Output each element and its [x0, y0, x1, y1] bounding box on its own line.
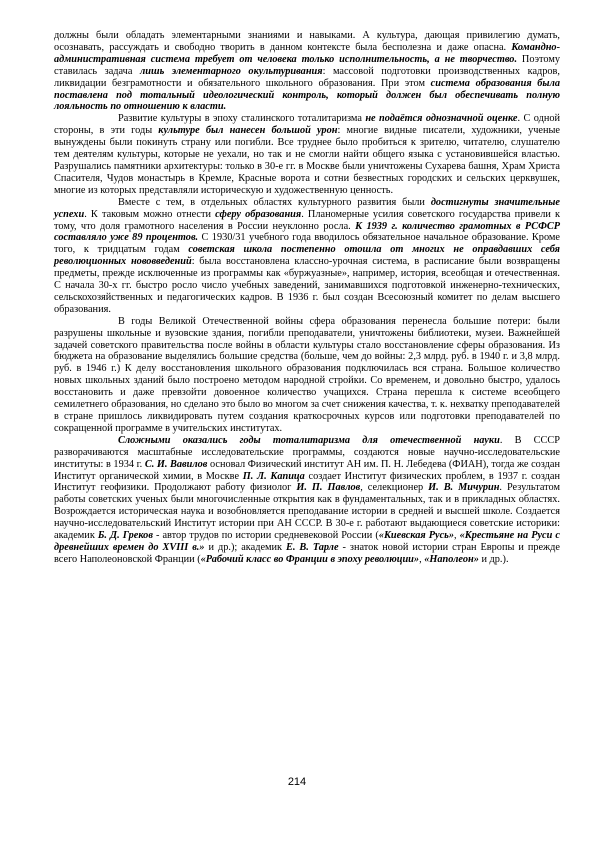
- text-segment: - автор трудов по истории средневековой России (: [152, 530, 379, 542]
- text-segment: В годы Великой Отечественной войны сфера образования перенесла большие потери: были разрушены школьные и вузовские здания, погибли преподаватели, уничтожены библиотеки, музеи. Важнейшей задачей советского правительства после войны в области культуры стало восстановление сферы образования. Из бюджета на образование выделялись большие средства (больше, чем до войны: 2,3 млрд. руб. в 1940 г. и 3,8 млрд. руб. в 1946 г.) К делу восстановления школьного образования подключилась вся страна. Большое количество новых школьных зданий было построено методом народной стройки. Со временем, и довольно быстро, удалось восстановить и даже превзойти довоенное количество учащихся. Страна перешла к системе всеобщего семилетнего образования, но сделано это было во многом за счет снижения качества, т. к. нехватку преподавателей в стране пришлось ликвидировать путем создания краткосрочных курсов или подготовки преподавателей по сокращенной программе в учительских институтах.: [54, 315, 560, 434]
- emphasis-segment: Е. В. Тарле: [286, 541, 339, 553]
- paragraph-1: [54, 30, 560, 113]
- text-segment: и др.).: [478, 553, 509, 565]
- text-segment: . Планомерные усилия советского государства привели к тому, что доля грамотного населения в России неуклонно росла.: [54, 208, 561, 232]
- emphasis-segment: Сложными оказались годы тоталитаризма для отечественной науки: [118, 434, 500, 446]
- emphasis-segment: лишь элементарного окультуривания: [139, 65, 323, 77]
- emphasis-segment: достигнуты значительные успехи: [54, 196, 560, 220]
- emphasis-segment: П. Л. Капица: [242, 470, 305, 482]
- emphasis-segment: не подаётся однозначной оценке: [365, 113, 518, 125]
- text-segment: - знаток новой истории стран Европы и прежде всего Наполеоновской Франции (: [54, 541, 560, 565]
- emphasis-segment: «Наполеон»: [424, 553, 479, 565]
- emphasis-segment: Б. Д. Греков: [97, 530, 153, 542]
- emphasis-segment: К 1939 г. количество грамотных в РСФСР составляло уже 89 процентов.: [54, 220, 560, 244]
- paragraph-4: [54, 316, 560, 435]
- emphasis-segment: Командно-административная система требует от человека только исполнительность, а не творчество.: [54, 41, 560, 65]
- text-segment: Развитие культуры в эпоху сталинского тоталитаризма: [118, 113, 366, 125]
- text-segment: : многие видные писатели, художники, ученые вынуждены были покинуть страну или погибли. Все труднее было пробиться к зрителю, читателю, слушателю тем деятелям культуры, которые не уехали, но так и не смогли найти общего языка с установившейся властью. Разрушались памятники архитектуры: только в 30-е гг. в Москве были уничтожены Сухарева башня, Храм Христа Спасителя, Чудов монастырь в Кремле, Красные ворота и сотни безвестных городских и сельских церквушек, многие из которых представляли историческую и художественную ценность.: [54, 125, 561, 196]
- text-segment: ,: [454, 530, 460, 542]
- text-segment: ,: [419, 553, 425, 565]
- emphasis-segment: культуре был нанесен большой урон: [158, 125, 338, 137]
- text-segment: создает Институт физических проблем, в 1937 г. создан Институт геофизики. Продолжают работу физиолог: [54, 470, 560, 494]
- paragraph-2: [54, 113, 560, 196]
- text-segment: С 1930/31 учебного года вводилось обязательное начальное образование. Кроме того, к тридцатым годам: [54, 232, 560, 256]
- text-segment: Вместе с тем, в отдельных областях культурного развития были: [118, 196, 431, 208]
- page-number: 214: [287, 776, 307, 788]
- text-segment: и др.); академик: [204, 541, 287, 553]
- text-segment: : была восстановлена классно-урочная система, в расписание были возвращены предметы, прежде исключенные из программы как «буржуазные», например, история, всеобщая и отечественная. С начала 30-х гг. быстро росло число учебных заведений, занимавшихся подготовкой инженерно-технических, сельскохозяйственных и педагогических кадров. В 1936 г. был создан Всесоюзный комитет по делам высшего образования.: [54, 256, 560, 315]
- emphasis-segment: С. И. Вавилов: [144, 458, 208, 470]
- text-segment: должны были обладать элементарными знаниями и навыками. А культура, дающая привилегию думать, осознавать, рассуждать и свободно творить в данном контексте была бесполезна и даже опасна.: [54, 30, 560, 53]
- text-segment: основал Физический институт АН им. П. Н. Лебедева (ФИАН), тогда же создан Институт органической химии, в Москве: [54, 458, 561, 482]
- text-segment: . Результатом работы советских ученых были многочисленные открытия как в фундаментальных, так и в прикладных областях. Возрождается историческая наука и возобновляется преподавание истории в средней и высшей школе. Создается научно-исследовательский Институт истории при АН СССР. В 30-е г. работают выдающиеся советские историки: академик: [54, 482, 560, 542]
- paragraph-5: [54, 435, 560, 566]
- emphasis-segment: система образования была поставлена под тотальный идеологический контроль, который должен был обеспечивать полную лояльность по отношению к власти.: [54, 77, 561, 113]
- paragraph-3: [54, 197, 560, 316]
- emphasis-segment: «Крестьяне на Руси с древнейших времен до XVIII в.»: [54, 530, 560, 553]
- text-segment: . В СССР разворачиваются масштабные исследовательские программы, создаются новые научно-исследовательские институты: в 1934 г.: [54, 434, 560, 470]
- emphasis-segment: сферу образования: [215, 208, 302, 220]
- emphasis-segment: И. П. Павлов: [296, 482, 361, 494]
- emphasis-segment: «Рабочий класс во Франции в эпоху революции»: [200, 553, 420, 565]
- emphasis-segment: советская школа постепенно отошла от многих не оправдавших себя революционных нововведений: [54, 244, 560, 268]
- text-segment: . С одной стороны, в эти годы: [54, 113, 561, 137]
- emphasis-segment: «Киевская Русь»: [378, 530, 455, 542]
- text-segment: , селекционер: [360, 482, 429, 494]
- text-segment: Поэтому ставилась задача: [54, 53, 561, 77]
- document-page: [54, 30, 560, 566]
- text-segment: . К таковым можно отнести: [84, 208, 216, 220]
- emphasis-segment: И. В. Мичурин: [428, 482, 500, 494]
- text-segment: : массовой подготовки производственных кадров, ликвидации безграмотности и обязательного школьного образования. При этом: [54, 65, 560, 89]
